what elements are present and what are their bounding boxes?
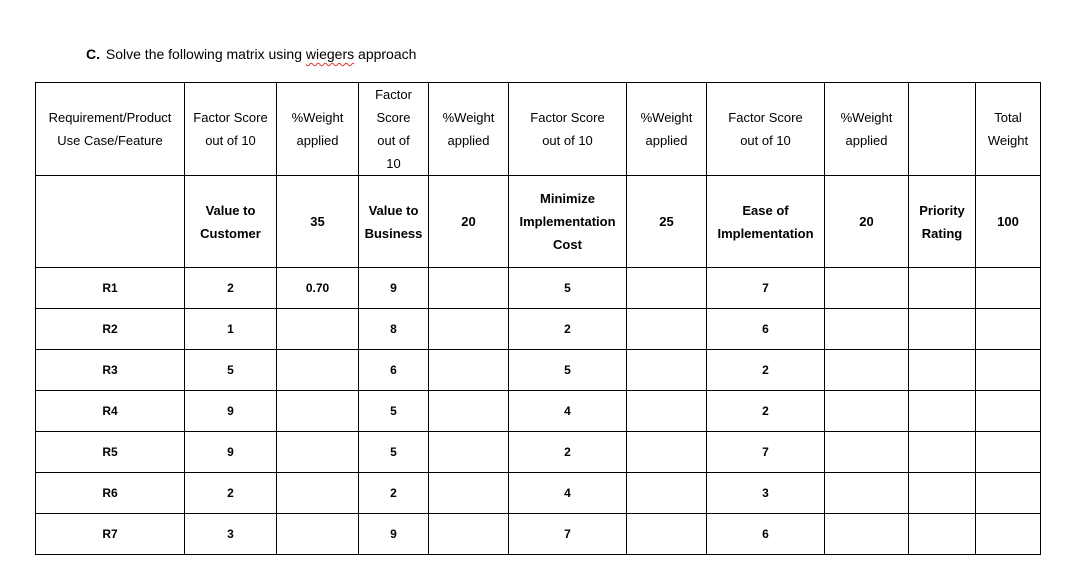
cell-ease-weighted [825,391,909,432]
table-row [36,350,1041,391]
cell-ease-score: 6 [707,514,825,555]
table-row [36,268,1041,309]
factor-minimize-cost: Minimize Implementation Cost [509,176,627,268]
factor-weight-business: 20 [429,176,509,268]
header-row [36,83,1041,176]
cell-total-weight [976,350,1041,391]
cell-priority-rating [909,350,976,391]
cell-customer-weighted [277,514,359,555]
header-weight-2: %Weight applied [429,83,509,176]
cell-priority-rating [909,432,976,473]
cell-ease-score: 7 [707,432,825,473]
cell-business-score: 5 [359,391,429,432]
header-total-weight: Total Weight [976,83,1041,176]
table-row [36,391,1041,432]
factor-value-to-customer: Value to Customer [185,176,277,268]
cell-cost-score: 4 [509,391,627,432]
factor-weight-customer: 35 [277,176,359,268]
cell-requirement-id: R7 [36,514,185,555]
cell-customer-score: 2 [185,473,277,514]
cell-business-score: 9 [359,268,429,309]
cell-cost-score: 2 [509,309,627,350]
cell-business-weighted [429,473,509,514]
cell-total-weight [976,391,1041,432]
cell-customer-weighted [277,432,359,473]
cell-customer-score: 1 [185,309,277,350]
cell-business-weighted [429,268,509,309]
cell-total-weight [976,432,1041,473]
cell-customer-weighted [277,473,359,514]
cell-customer-score: 5 [185,350,277,391]
factor-cell-blank [36,176,185,268]
table-row [36,473,1041,514]
cell-business-weighted [429,432,509,473]
header-factor-score-3: Factor Score out of 10 [509,83,627,176]
cell-business-weighted [429,350,509,391]
cell-cost-weighted [627,268,707,309]
cell-total-weight [976,309,1041,350]
cell-cost-score: 5 [509,350,627,391]
header-factor-score-4: Factor Score out of 10 [707,83,825,176]
cell-total-weight [976,268,1041,309]
factor-value-to-business: Value to Business [359,176,429,268]
factor-priority-rating: Priority Rating [909,176,976,268]
cell-total-weight [976,514,1041,555]
cell-ease-weighted [825,268,909,309]
prioritization-matrix [35,82,1041,555]
cell-cost-weighted [627,473,707,514]
table-row [36,514,1041,555]
cell-cost-weighted [627,432,707,473]
cell-cost-score: 7 [509,514,627,555]
cell-customer-score: 3 [185,514,277,555]
factor-weight-cost: 25 [627,176,707,268]
header-blank [909,83,976,176]
cell-priority-rating [909,473,976,514]
cell-ease-weighted [825,309,909,350]
cell-business-score: 5 [359,432,429,473]
cell-customer-weighted [277,391,359,432]
cell-cost-score: 4 [509,473,627,514]
cell-priority-rating [909,309,976,350]
heading-prefix: C. [86,46,100,62]
cell-business-weighted [429,309,509,350]
cell-business-score: 9 [359,514,429,555]
cell-business-score: 6 [359,350,429,391]
cell-priority-rating [909,391,976,432]
cell-business-weighted [429,514,509,555]
cell-priority-rating [909,514,976,555]
cell-requirement-id: R6 [36,473,185,514]
cell-business-weighted [429,391,509,432]
factor-row [36,176,1041,268]
cell-cost-score: 5 [509,268,627,309]
cell-ease-score: 2 [707,391,825,432]
cell-requirement-id: R4 [36,391,185,432]
cell-cost-weighted [627,350,707,391]
cell-cost-weighted [627,391,707,432]
header-factor-score-2: Factor Score out of 10 [359,83,429,176]
cell-ease-weighted [825,514,909,555]
cell-customer-weighted: 0.70 [277,268,359,309]
cell-customer-weighted [277,309,359,350]
table-row [36,432,1041,473]
cell-ease-score: 7 [707,268,825,309]
header-weight-4: %Weight applied [825,83,909,176]
cell-business-score: 2 [359,473,429,514]
factor-total: 100 [976,176,1041,268]
header-weight-3: %Weight applied [627,83,707,176]
cell-total-weight [976,473,1041,514]
header-requirement: Requirement/Product Use Case/Feature [36,83,185,176]
cell-requirement-id: R3 [36,350,185,391]
heading-spellcheck-word: wiegers [305,46,355,62]
requirement-rows [36,268,1041,555]
cell-customer-weighted [277,350,359,391]
factor-ease-of-implementation: Ease of Implementation [707,176,825,268]
cell-customer-score: 2 [185,268,277,309]
cell-requirement-id: R1 [36,268,185,309]
heading-text-before: Solve the following matrix using [105,46,302,62]
table-row [36,309,1041,350]
cell-cost-score: 2 [509,432,627,473]
cell-customer-score: 9 [185,391,277,432]
cell-ease-score: 6 [707,309,825,350]
cell-ease-weighted [825,350,909,391]
cell-requirement-id: R5 [36,432,185,473]
cell-ease-weighted [825,473,909,514]
header-weight-1: %Weight applied [277,83,359,176]
cell-requirement-id: R2 [36,309,185,350]
factor-weight-ease: 20 [825,176,909,268]
assignment-heading [86,45,416,63]
cell-ease-score: 2 [707,350,825,391]
cell-cost-weighted [627,309,707,350]
cell-customer-score: 9 [185,432,277,473]
cell-business-score: 8 [359,309,429,350]
heading-text-after: approach [358,46,417,62]
header-factor-score-1: Factor Score out of 10 [185,83,277,176]
cell-ease-weighted [825,432,909,473]
cell-priority-rating [909,268,976,309]
cell-ease-score: 3 [707,473,825,514]
cell-cost-weighted [627,514,707,555]
